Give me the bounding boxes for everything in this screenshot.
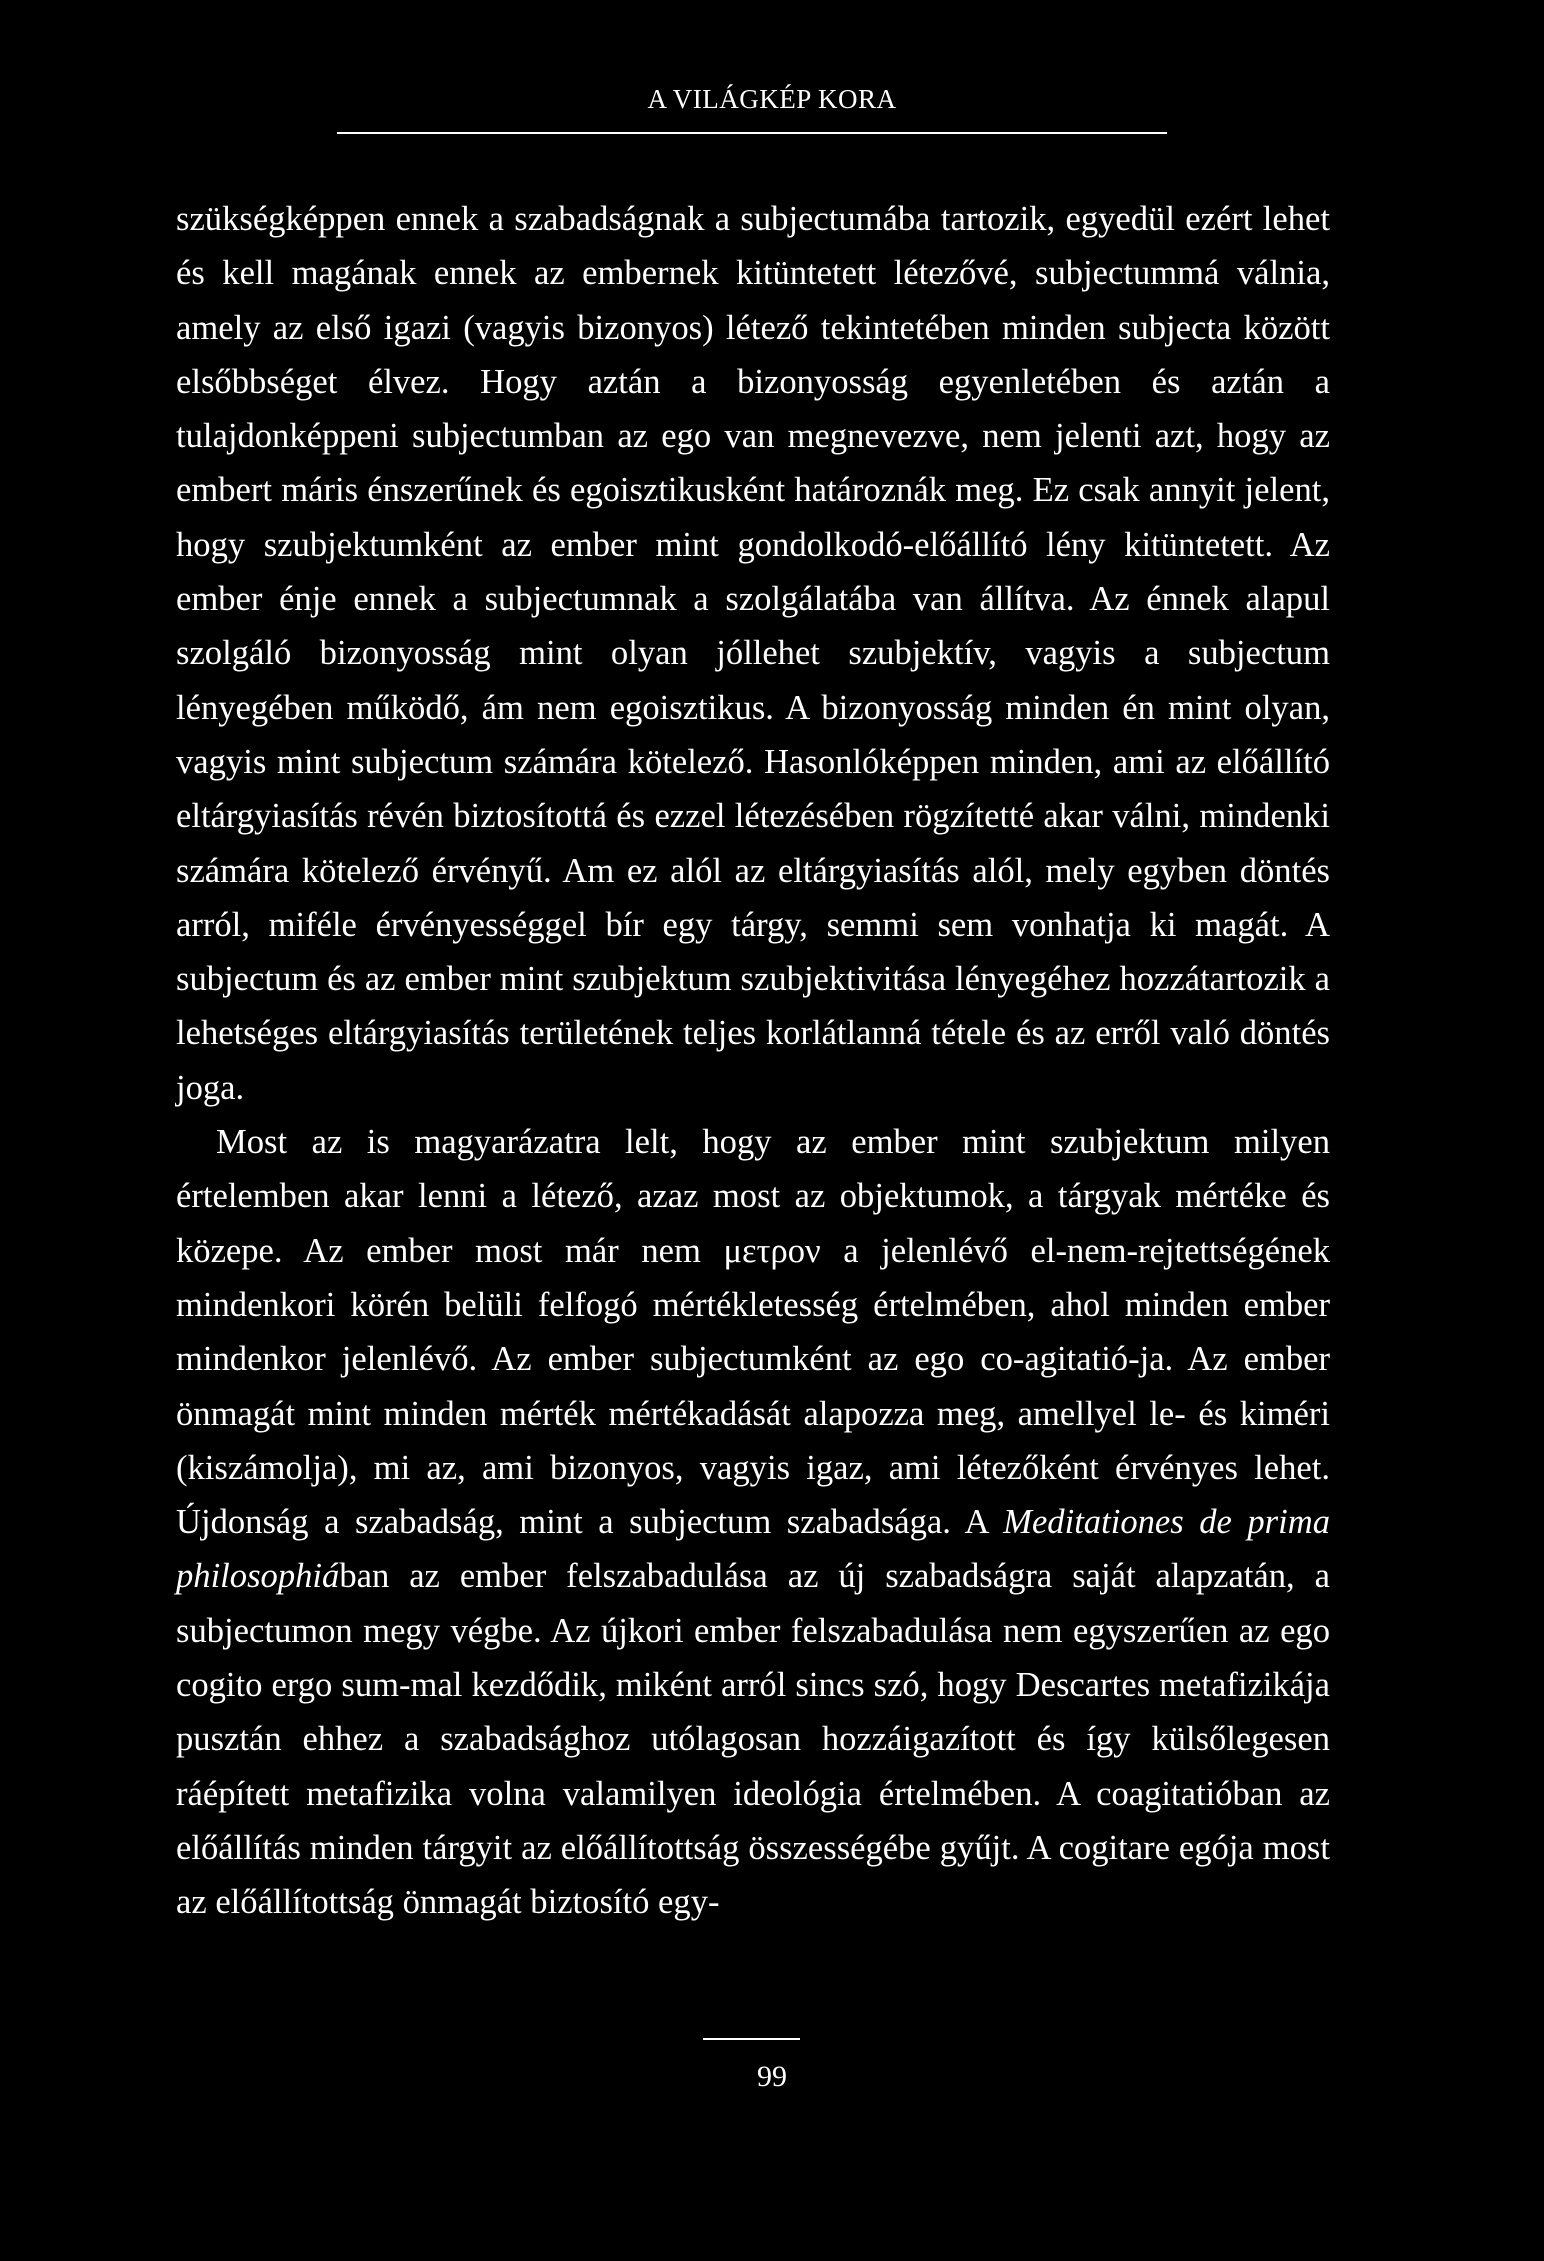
body-text bbox=[176, 192, 1330, 1930]
paragraph-2-part-2: a jelenlévő el-nem-rejtettségének mindenkori körén belüli felfogó mértékletesség értelmében, ahol minden ember mindenkor jelenlévő. Az ember subjectumként az ego co-agitatió-ja. Az ember önmagát mint minden mérték mértékadását alapozza meg, amellyel le- és kiméri (kiszámolja), mi az, ami bizonyos, vagyis igaz, ami létezőként érvényes lehet. Újdonság a szabadság, mint a subjectum szabadsága. A bbox=[176, 1231, 1331, 1542]
footer-rule bbox=[703, 2038, 800, 2040]
paragraph-1: szükségképpen ennek a szabadságnak a subjectumába tartozik, egyedül ezért lehet és kell magának ennek az embernek kitüntetett létezővé, subjectummá válnia, amely az első igazi (vagyis bizonyos) létező tekintetében minden subjecta között elsőbbséget élvez. Hogy aztán a bizonyosság egyenletében és aztán a tulajdonképpeni subjectumban az ego van megnevezve, nem jelenti azt, hogy az embert máris énszerűnek és egoisztikusként határoznák meg. Ez csak annyit jelent, hogy szubjektumként az ember mint gondolkodó-előállító lény kitüntetett. Az ember énje ennek a subjectumnak a szolgálatába van állítva. Az énnek alapul szolgáló bizonyosság mint olyan jóllehet szubjektív, vagyis a subjectum lényegében működő, ám nem egoisztikus. A bizonyosság minden én mint olyan, vagyis mint subjectum számára kötelező. Hasonlóképpen minden, ami az előállító eltárgyiasítás révén biztosítottá és ezzel létezésében rögzítetté akar válni, mindenki számára kötelező érvényű. Am ez alól az eltárgyiasítás alól, mely egyben döntés arról, miféle érvényességgel bír egy tárgy, semmi sem vonhatja ki magát. A subjectum és az ember mint szubjektum szubjektivitása lényegéhez hozzátartozik a lehetséges eltárgyiasítás területének teljes korlátlanná tétele és az erről való döntés joga. bbox=[176, 200, 1330, 1107]
header-rule bbox=[337, 132, 1167, 134]
greek-word: μετρον bbox=[723, 1231, 821, 1270]
book-title: Meditationes de prima philosophiá bbox=[176, 1503, 1331, 1596]
paragraph-2-part-3: ban az ember felszabadulása az új szabadságra saját alapzatán, a subjectumon megy végbe. Az újkori ember felszabadulása nem egyszerűen az ego cogito ergo sum-mal kezdődik, miként arról sincs szó, hogy Descartes metafizikája pusztán ehhez a szabadsághoz utólagosan hozzáigazított és így külsőlegesen ráépített metafizika volna valamilyen ideológia értelmében. A coagitatióban az előállítás minden tárgyit az előállítottság összességébe gyűjt. A cogitare egója most az előállítottság önmagát biztosító egy- bbox=[176, 1557, 1330, 1922]
paragraph-2 bbox=[176, 1115, 1330, 1929]
paragraph-2-part-1: Most az is magyarázatra lelt, hogy az ember mint szubjektum milyen értelemben akar lenni a létező, azaz most az objektumok, a tárgyak mértéke és közepe. Az ember most már nem bbox=[176, 1123, 1330, 1270]
page-number: 99 bbox=[757, 2060, 787, 2093]
running-head: A VILÁGKÉP KORA bbox=[647, 84, 897, 114]
